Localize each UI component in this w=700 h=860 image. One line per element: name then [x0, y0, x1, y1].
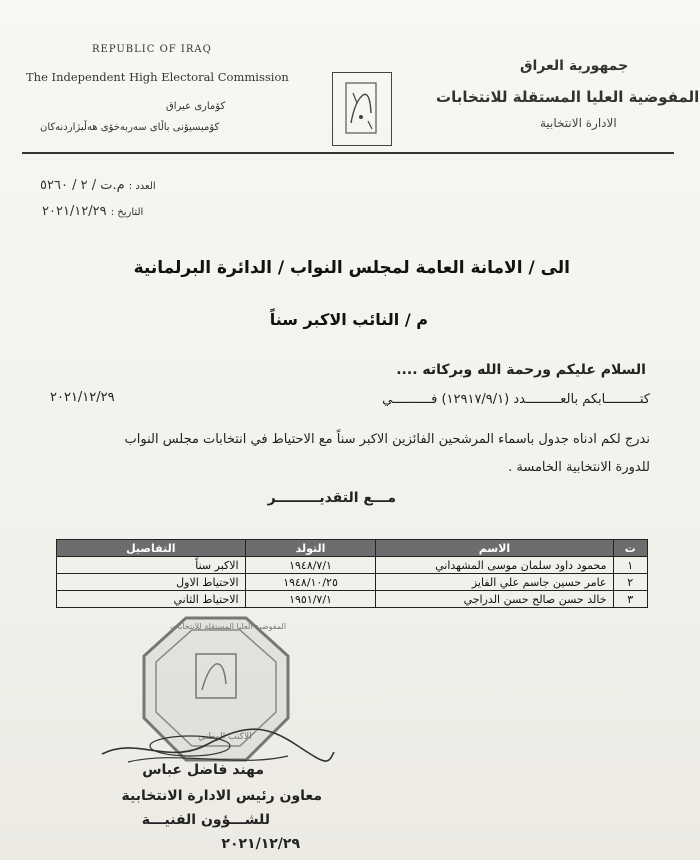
- reference-number-value: م.ت / ٢ / ٥٢٦٠: [40, 178, 125, 193]
- table-row: [57, 574, 648, 591]
- reference-line: كتـــــــــابكم بالعـــــــــدد (١٢٩١٧/٩/١) فــــــــــي: [382, 392, 650, 407]
- reference-line-date: ٢٠٢١/١٢/٢٩: [50, 390, 115, 405]
- body-paragraph-line2: للدورة الانتخابية الخامسة .: [508, 460, 650, 475]
- candidate-details: الاحتياط الاول: [57, 574, 246, 591]
- table-row: [57, 591, 648, 608]
- row-number: ١: [613, 557, 648, 574]
- regards-line: مـــع التقديـــــــــر: [267, 490, 396, 506]
- candidate-dob: ١٩٤٨/٧/١: [245, 557, 376, 574]
- stamp-ring-text: المفوضية العليا المستقلة للانتخابات: [170, 622, 287, 631]
- column-header-name: الاسم: [376, 540, 613, 557]
- header-en-commission: The Independent High Electoral Commission: [26, 70, 289, 84]
- candidate-details: الاحتياط الثاني: [57, 591, 246, 608]
- reference-date: [42, 204, 143, 219]
- header-ar-commission: المفوضية العليا المستقلة للانتخابات: [436, 88, 700, 106]
- header-divider: [22, 152, 674, 154]
- candidate-dob: ١٩٥١/٧/١: [245, 591, 376, 608]
- stamp-center-text: الاكتب الوطني: [198, 732, 252, 742]
- header-ku-commission: كۆمیسیۆنی باڵای سەربەخۆی هەڵبژاردنەكان: [40, 122, 220, 133]
- subject-line: م / النائب الاكبر سناً: [269, 310, 428, 329]
- reference-date-label: التاريخ :: [110, 207, 144, 218]
- candidate-details: الاكبر سناً: [57, 557, 246, 574]
- header-ar-department: الادارة الانتخابية: [540, 116, 617, 130]
- column-header-dob: التولد: [245, 540, 376, 557]
- row-number: ٢: [613, 574, 648, 591]
- greeting-line: السلام عليكم ورحمة الله وبركاته ....: [396, 362, 646, 378]
- table-header-row: [57, 540, 648, 557]
- reference-number-label: العدد :: [128, 181, 156, 192]
- candidates-table: [56, 539, 648, 608]
- header-en-country: REPUBLIC OF IRAQ: [92, 44, 212, 55]
- addressee-line: الى / الامانة العامة لمجلس النواب / الدائرة البرلمانية: [133, 258, 570, 278]
- signatory-date: ٢٠٢١/١٢/٢٩: [221, 836, 300, 852]
- signatory-name: مهند فاضل عباس: [142, 762, 264, 778]
- reference-number: [40, 178, 156, 193]
- signatory-title-line1: معاون رئيس الادارة الانتخابية: [121, 788, 322, 804]
- candidate-name: عامر حسين جاسم علي الفايز: [376, 574, 613, 591]
- table-row: [57, 557, 648, 574]
- column-header-no: ت: [613, 540, 648, 557]
- body-paragraph-line1: ندرج لكم ادناه جدول باسماء المرشحين الفائزين الاكبر سناً مع الاحتياط في انتخابات مجلس النواب: [124, 432, 650, 447]
- candidate-name: محمود داود سلمان موسى المشهداني: [376, 557, 613, 574]
- header-ku-country: كۆماری عیراق: [166, 101, 226, 112]
- header-ar-country: جمهورية العراق: [520, 58, 629, 74]
- signatory-title-line2: للشـــؤون الفنيـــة: [141, 812, 270, 828]
- reference-date-value: ٢٠٢١/١٢/٢٩: [42, 204, 107, 219]
- row-number: ٣: [613, 591, 648, 608]
- candidate-dob: ١٩٤٨/١٠/٢٥: [245, 574, 376, 591]
- candidate-name: خالد حسن صالح حسن الدراجي: [376, 591, 613, 608]
- column-header-details: التفاصيل: [57, 540, 246, 557]
